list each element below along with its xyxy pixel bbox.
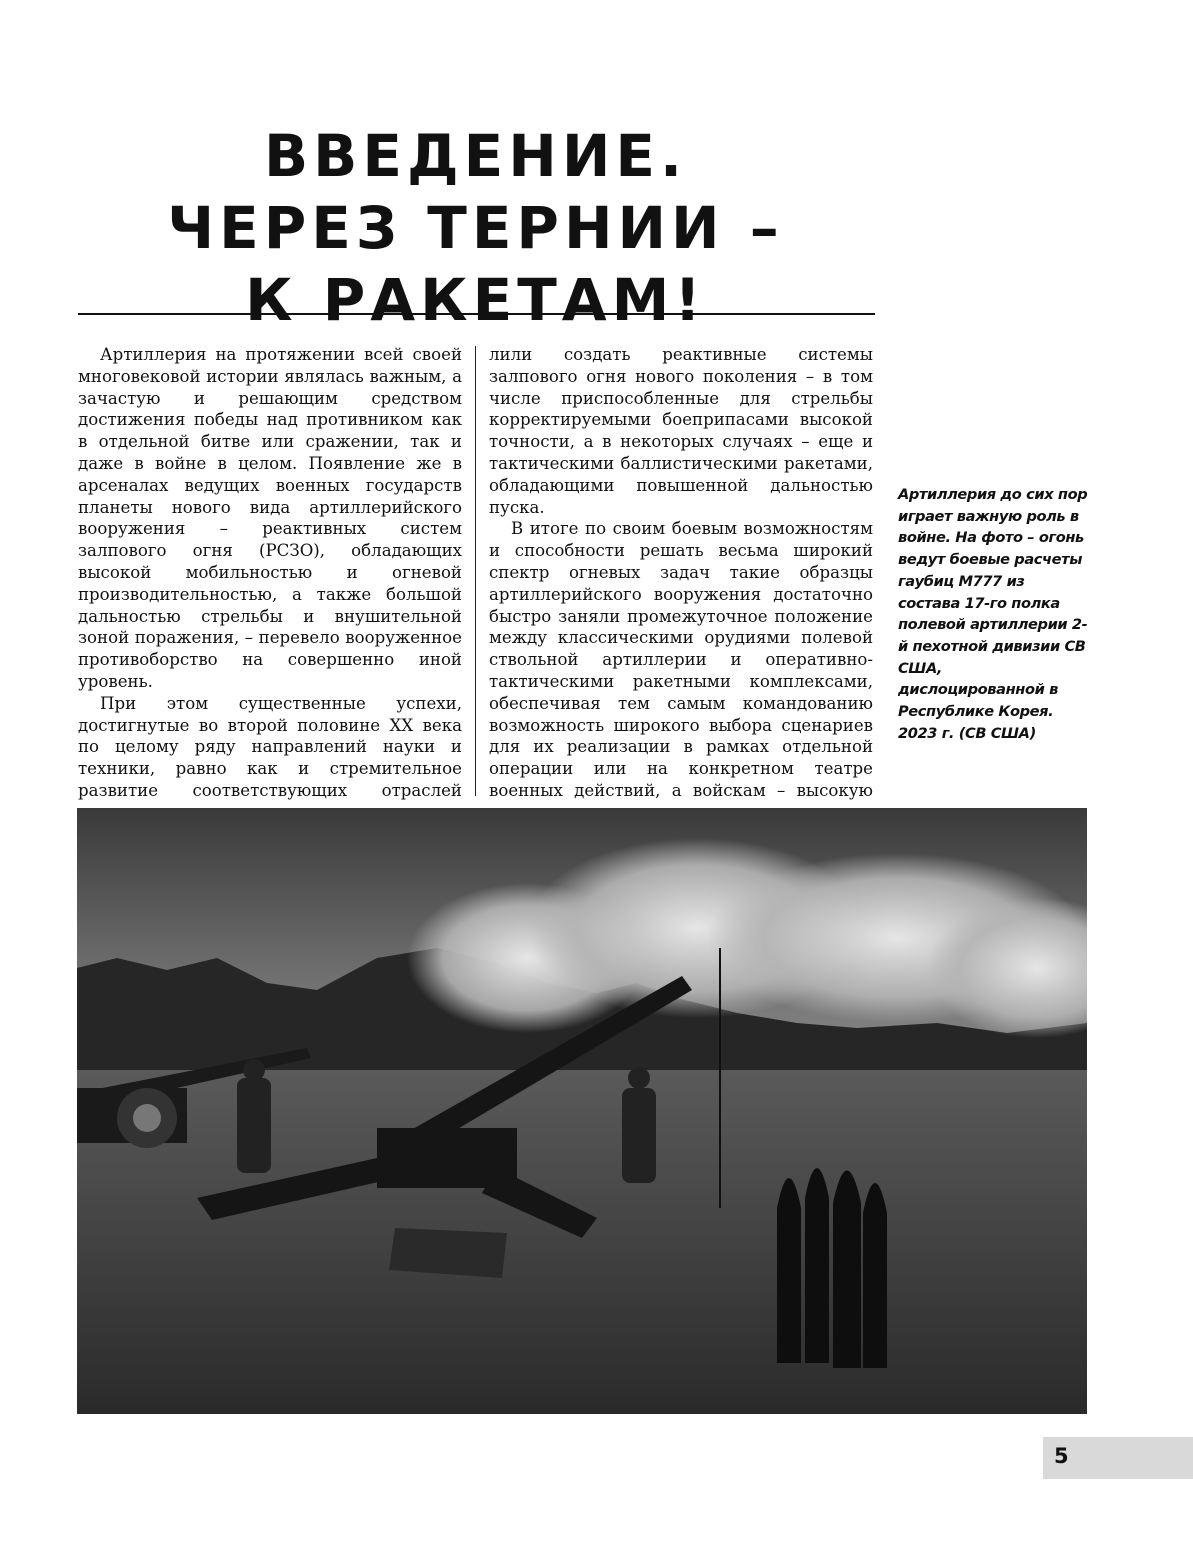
field [77,1070,1087,1414]
title-line-1: ВВЕДЕНИЕ. [263,122,688,190]
paragraph-1: Артиллерия на протяжении всей своей многовековой истории являлась важным, а зачастую и решающим средством достижения победы над противником как в отдельной битве или сражении, так и даже в войне в целом. Появление же в арсеналах ведущих военных государств планеты нового вида артиллерийского вооружения – реактивных систем залпового огня (РСЗО), обладающих высокой мобильностью и огневой производительностью, а также большой дальностью стрельбы и внушительной зоной поражения, – перевело вооруженное противоборство на совершенно иной уровень. [78,345,462,691]
title-line-2: ЧЕРЕЗ ТЕРНИИ – [167,194,784,262]
article-title [78,120,873,336]
photo-caption: Артиллерия до сих пор играет важную роль в войне. На фото – огонь ведут боевые расчеты гаубиц M777 из состава 17-го полка полевой артиллерии 2-й пехотной дивизии СВ США, дислоцированной в Республике Корея. 2023 г. (СВ США) [898,486,1088,742]
howitzer-photo [77,808,1087,1414]
paragraph-2-start: При этом существенные успехи, достигнутые во второй половине XX века по целому ряду направлений науки и техники, равно как и стремительное развитие соответствующих отраслей [78,693,462,800]
column-divider [475,346,476,796]
title-line-3: К РАКЕТАМ! [245,266,706,334]
column-right [489,344,873,824]
page-number: 5 [1054,1444,1069,1468]
paragraph-2-end: лили создать реактивные системы залпового огня нового поколения – в том числе приспособленные для стрельбы корректируемыми боеприпасами высокой точности, а в некоторых случаях – еще и тактическими баллистическими ракетами, обладающими повышенной дальностью пуска. [489,345,873,517]
paragraph-3: В итоге по своим боевым возможностям и способности решать весьма широкий спектр огневых задач такие образцы артиллерийского вооружения достаточно быстро заняли промежуточное положение между классическими орудиями полевой ствольной артиллерии и оперативно-тактическими ракетными комплексами, обеспечивая тем самым командованию возможность широкого выбора сценариев для их реализации в рамках отдельной операции или на конкретном театре военных действий, а войскам – высокую [489,519,873,800]
column-left [78,344,462,824]
title-rule [78,313,875,315]
